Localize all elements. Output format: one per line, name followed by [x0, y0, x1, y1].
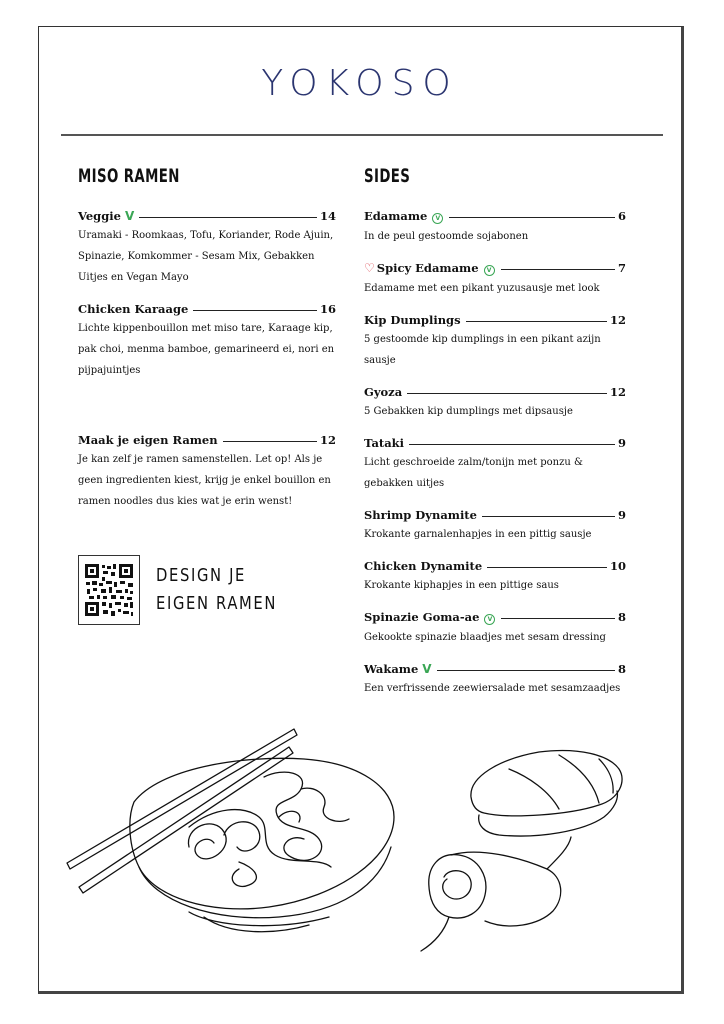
menu-item-spinazie-goma-ae: [364, 610, 626, 648]
item-price: 7: [617, 261, 626, 275]
leader-line: [409, 444, 615, 445]
menu-item-spicy-edamame: [364, 261, 626, 299]
item-name: Wakame: [364, 662, 419, 676]
item-description: Licht geschroeide zalm/tonijn met ponzu & gebakken uitjes: [364, 457, 583, 489]
item-price: 10: [609, 559, 626, 573]
menu-page: [38, 26, 684, 994]
item-description: Gekookte spinazie blaadjes met sesam dressing: [364, 632, 606, 643]
ramen-bowl-icon: [130, 758, 394, 931]
item-name: Chicken Dynamite: [364, 559, 483, 573]
item-description: Krokante garnalenhapjes in een pittig sausje: [364, 529, 592, 540]
vegan-icon: V: [484, 265, 495, 276]
item-name: Tataki: [364, 436, 405, 450]
item-price: 12: [609, 313, 626, 327]
menu-item-tataki: [364, 436, 626, 494]
brand-logo: YOKOSO: [261, 63, 459, 104]
leader-line: [223, 441, 317, 442]
vegan-icon: V: [484, 614, 495, 625]
sides-section: [364, 165, 626, 713]
design-line-2: EIGEN RAMEN: [156, 593, 278, 614]
item-price: 8: [617, 610, 626, 624]
vegetarian-icon: V: [422, 662, 432, 676]
item-name: Edamame: [364, 209, 428, 223]
leader-line: [501, 618, 615, 619]
leader-line: [482, 516, 615, 517]
item-description: In de peul gestoomde sojabonen: [364, 231, 529, 242]
menu-item-maak-je-eigen-ramen: [78, 433, 336, 512]
item-name: Spicy Edamame: [376, 261, 479, 275]
item-price: 12: [319, 433, 336, 447]
qr-code-icon[interactable]: [78, 555, 140, 625]
leader-line: [487, 567, 607, 568]
design-je-eigen-ramen-text: [156, 562, 277, 618]
leader-line: [501, 269, 615, 270]
menu-item-shrimp-dynamite: [364, 508, 626, 545]
menu-item-kip-dumplings: [364, 313, 626, 371]
item-name: Veggie: [78, 209, 121, 223]
vegan-icon: V: [432, 213, 443, 224]
spicy-heart-icon: ♡: [364, 261, 375, 275]
item-price: 12: [609, 385, 626, 399]
design-line-1: DESIGN JE: [156, 565, 247, 586]
item-price: 9: [617, 436, 626, 450]
header-divider: [61, 134, 663, 136]
item-description: Edamame met een pikant yuzusausje met look: [364, 283, 600, 294]
menu-item-chicken-dynamite: [364, 559, 626, 596]
miso-ramen-section: [78, 165, 336, 526]
item-description: Uramaki - Roomkaas, Tofu, Koriander, Rode Ajuin, Spinazie, Komkommer - Sesam Mix, Gebakken Uitjes en Vegan Mayo: [78, 230, 334, 283]
item-description: 5 gestoomde kip dumplings in een pikant azijn sausje: [364, 334, 601, 366]
item-description: Lichte kippenbouillon met miso tare, Karaage kip, pak choi, menma bamboe, gemarineerd ei, nori en pijpajuintjes: [78, 323, 335, 376]
item-price: 9: [617, 508, 626, 522]
menu-item-edamame: [364, 209, 626, 247]
item-name: Shrimp Dynamite: [364, 508, 477, 522]
item-name: Maak je eigen Ramen: [78, 433, 218, 447]
item-name: Gyoza: [364, 385, 403, 399]
item-description: Een verfrissende zeewiersalade met sesamzaadjes: [364, 683, 621, 694]
menu-item-chicken-karaage: [78, 302, 336, 381]
menu-item-veggie: [78, 209, 336, 288]
menu-item-gyoza: [364, 385, 626, 422]
leader-line: [193, 310, 317, 311]
leader-line: [437, 670, 615, 671]
item-name: Kip Dumplings: [364, 313, 461, 327]
item-description: 5 Gebakken kip dumplings met dipsausje: [364, 406, 573, 417]
section-heading-miso-ramen: MISO RAMEN: [78, 165, 180, 187]
chopsticks-icon: [67, 729, 297, 893]
item-price: 8: [617, 662, 626, 676]
sushi-roll-icon: [421, 837, 571, 951]
leader-line: [407, 393, 607, 394]
leader-line: [449, 217, 615, 218]
leader-line: [466, 321, 607, 322]
item-price: 16: [319, 302, 336, 316]
leader-line: [139, 217, 317, 218]
vegetarian-icon: V: [124, 209, 135, 223]
item-description: Je kan zelf je ramen samenstellen. Let op! Als je geen ingredienten kiest, krijg je enkel bouillon en ramen noodles dus kies wat je erin wenst!: [78, 454, 331, 507]
item-name: Chicken Karaage: [78, 302, 189, 316]
ramen-sushi-illustration: [39, 707, 679, 987]
design-ramen-qr-block[interactable]: [78, 555, 304, 625]
item-description: Krokante kiphapjes in een pittige saus: [364, 580, 559, 591]
nigiri-sushi-icon: [471, 751, 622, 837]
item-name: Spinazie Goma-ae: [364, 610, 480, 624]
item-price: 14: [319, 209, 336, 223]
section-heading-sides: SIDES: [364, 165, 411, 187]
menu-item-wakame: [364, 662, 626, 699]
item-price: 6: [617, 209, 626, 223]
